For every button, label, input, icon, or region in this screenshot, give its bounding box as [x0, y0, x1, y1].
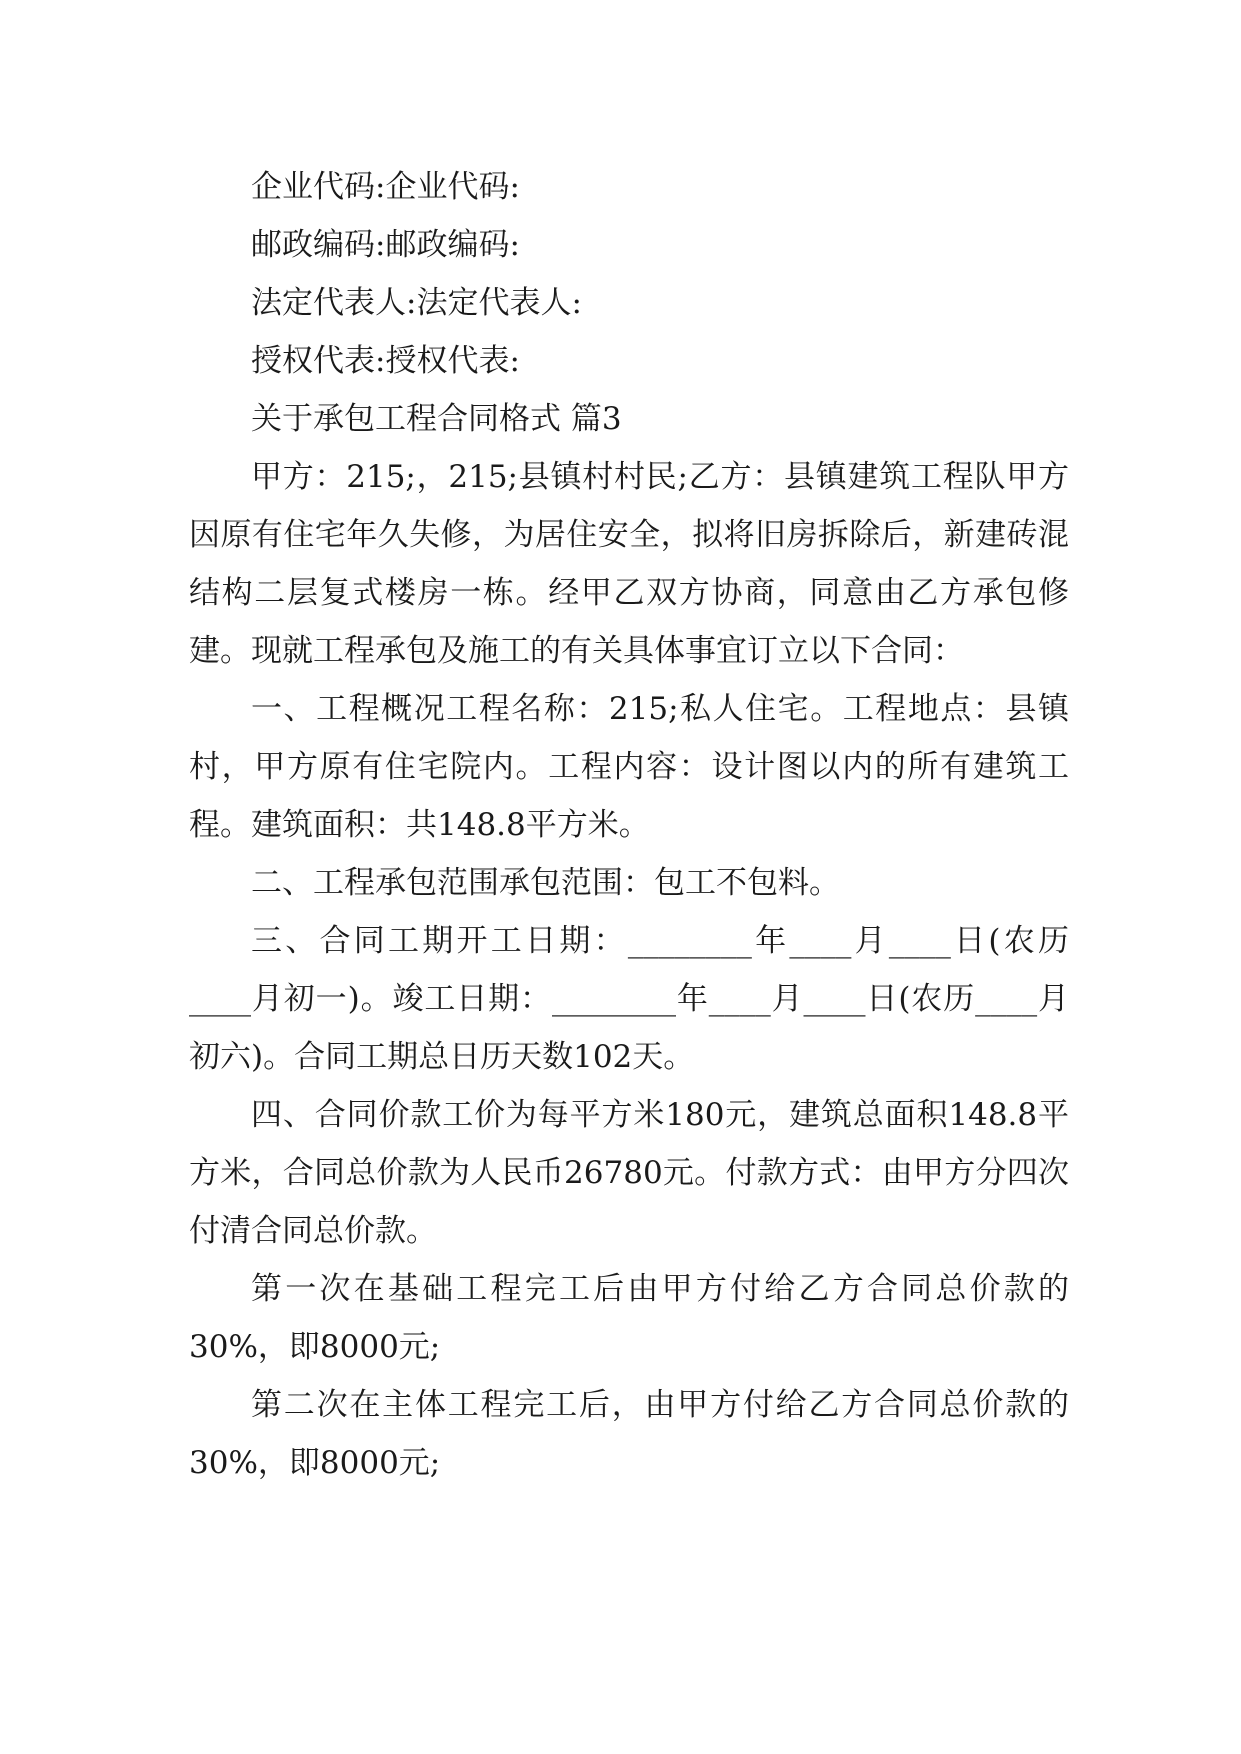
paragraph-price: 四、合同价款工价为每平方米180元，建筑总面积148.8平方米，合同总价款为人民币26780元。付款方式：由甲方分四次付清合同总价款。	[189, 1097, 1069, 1249]
authorized-representative-line: 授权代表:授权代表:	[251, 343, 520, 379]
paragraph-schedule: 三、合同工期开工日期：________年____月____日(农历____月初一)。竣工日期：________年____月____日(农历____月初六)。合同工期总日历天数102天。	[189, 923, 1069, 1075]
paragraph-scope: 二、工程承包范围承包范围：包工不包料。	[251, 865, 840, 901]
paragraph-parties: 甲方：215;，215;县镇村村民;乙方：县镇建筑工程队甲方因原有住宅年久失修，为居住安全，拟将旧房拆除后，新建砖混结构二层复式楼房一栋。经甲乙双方协商，同意由乙方承包修建。现就工程承包及施工的有关具体事宜订立以下合同：	[189, 459, 1069, 669]
paragraph-project-overview: 一、工程概况工程名称：215;私人住宅。工程地点：县镇村，甲方原有住宅院内。工程内容：设计图以内的所有建筑工程。建筑面积：共148.8平方米。	[189, 691, 1069, 843]
paragraph-second-payment: 第二次在主体工程完工后，由甲方付给乙方合同总价款的30%，即8000元;	[189, 1387, 1069, 1481]
section-title: 关于承包工程合同格式 篇3	[251, 401, 622, 437]
document-body	[189, 158, 1069, 1492]
paragraph-first-payment: 第一次在基础工程完工后由甲方付给乙方合同总价款的30%，即8000元;	[189, 1271, 1069, 1365]
legal-representative-line: 法定代表人:法定代表人:	[251, 285, 582, 321]
company-code-line: 企业代码:企业代码:	[251, 169, 520, 205]
postal-code-line: 邮政编码:邮政编码:	[251, 227, 520, 263]
